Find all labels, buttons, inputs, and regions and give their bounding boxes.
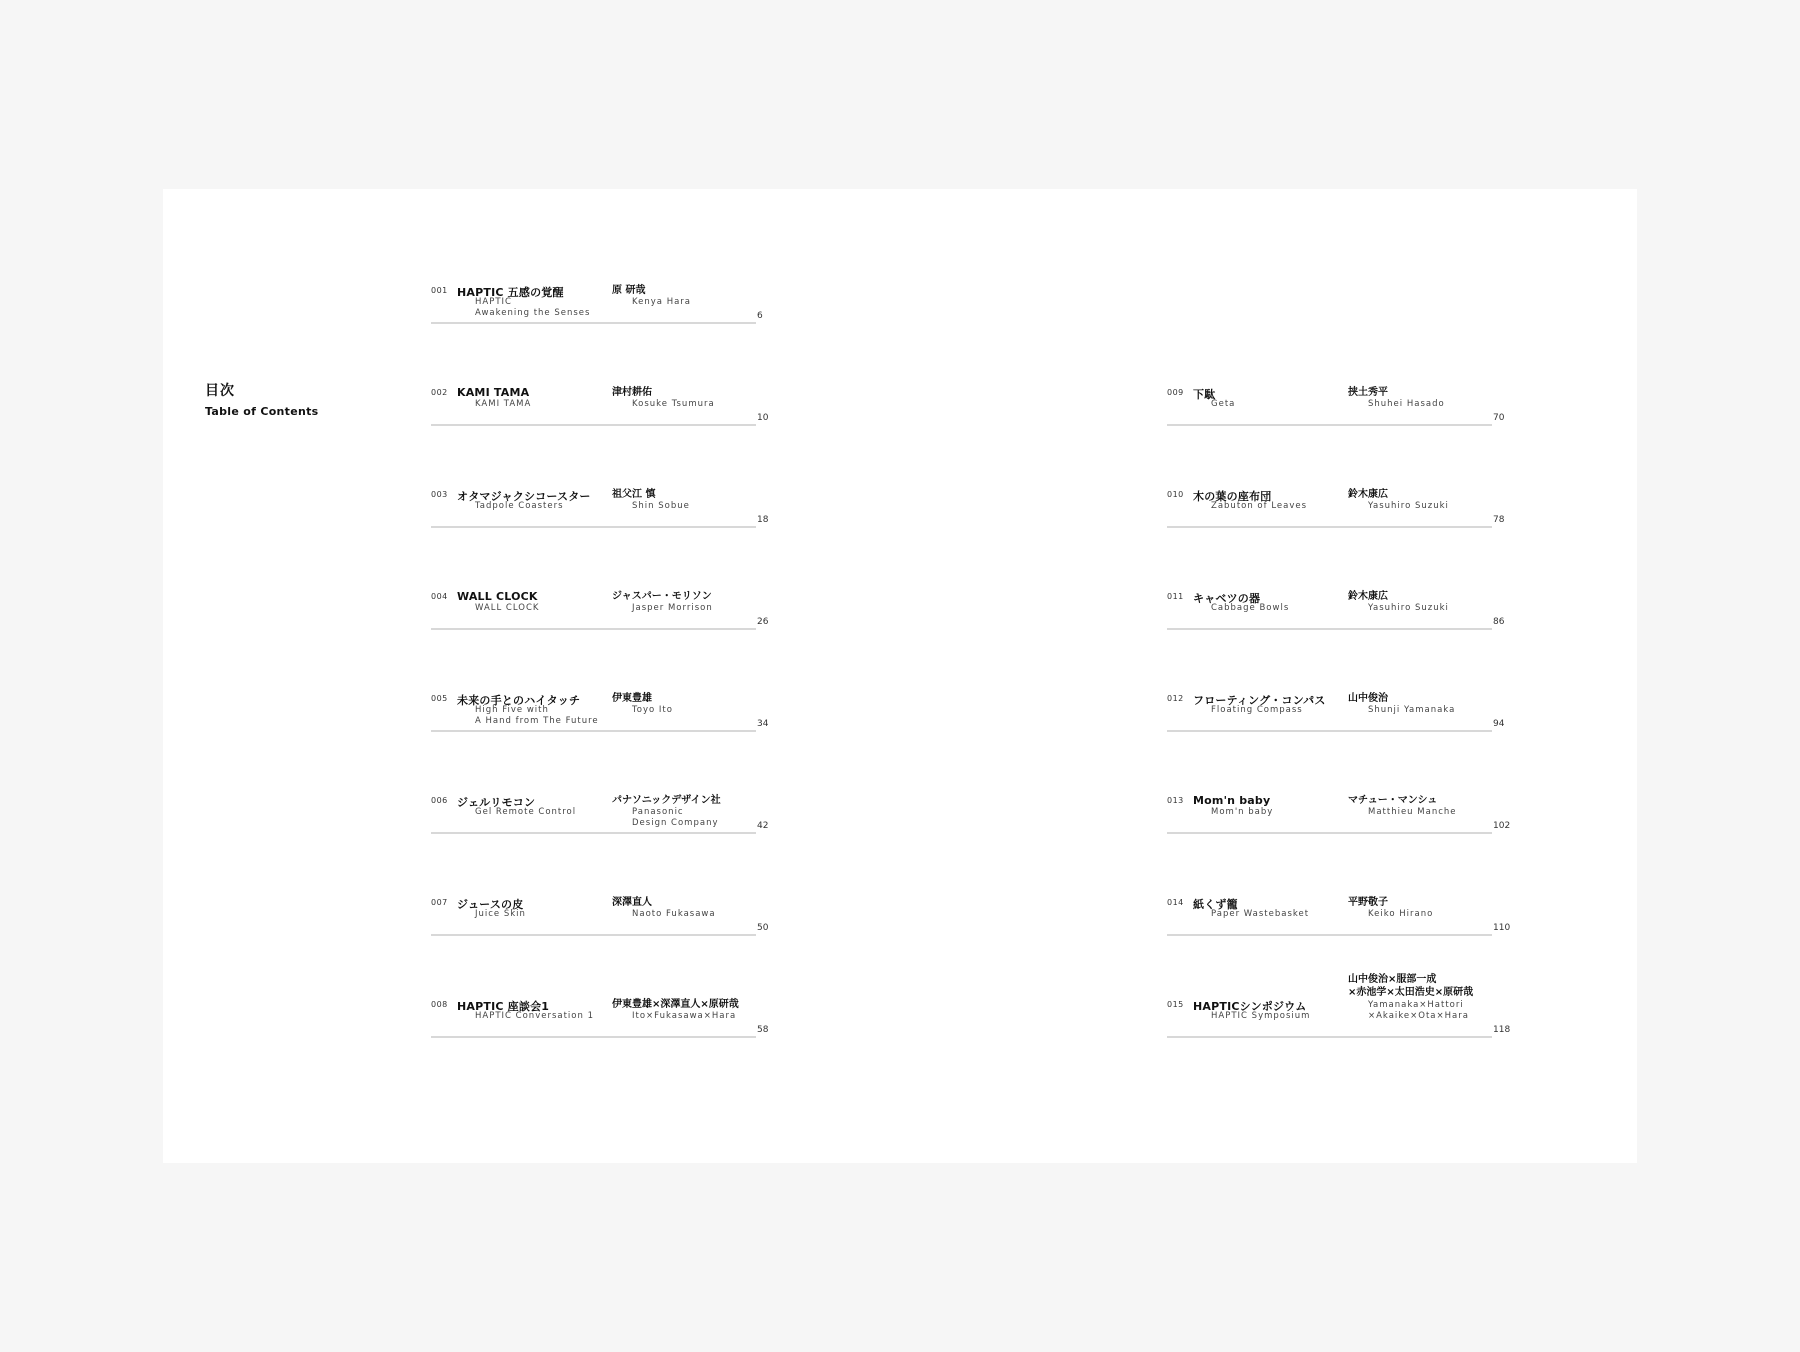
entry-number: 007 bbox=[431, 898, 448, 907]
toc-entry-002 bbox=[431, 386, 771, 434]
entry-author-en: Jasper Morrison bbox=[632, 603, 713, 613]
entry-title-en: HAPTIC Symposium bbox=[1211, 1011, 1311, 1021]
entry-page-number: 86 bbox=[1493, 617, 1505, 627]
entry-author-jp: 挟土秀平 bbox=[1348, 387, 1388, 398]
entry-title-jp: オタマジャクシコースター bbox=[457, 490, 591, 503]
entry-author-en: Yasuhiro Suzuki bbox=[1368, 501, 1449, 511]
entry-divider bbox=[431, 424, 756, 426]
entry-divider bbox=[431, 832, 756, 834]
entry-number: 005 bbox=[431, 694, 448, 703]
entry-title-en: Gel Remote Control bbox=[475, 807, 577, 817]
entry-divider bbox=[431, 1036, 756, 1038]
entry-title-en: KAMI TAMA bbox=[475, 399, 532, 409]
entry-title-jp: 木の葉の座布団 bbox=[1193, 490, 1272, 503]
toc-entry-001 bbox=[431, 284, 771, 332]
entry-title-jp: フローティング・コンパス bbox=[1193, 694, 1326, 707]
entry-divider bbox=[1167, 832, 1492, 834]
entry-page-number: 70 bbox=[1493, 413, 1505, 423]
entry-page-number: 94 bbox=[1493, 719, 1505, 729]
toc-entry-010 bbox=[1167, 488, 1507, 536]
entry-title-en: HAPTIC Awakening the Senses bbox=[475, 297, 591, 318]
entry-page-number: 26 bbox=[757, 617, 769, 627]
entry-author-en: Yamanaka×Hattori ×Akaike×Ota×Hara bbox=[1368, 1000, 1469, 1021]
entry-number: 015 bbox=[1167, 1000, 1184, 1009]
entry-page-number: 6 bbox=[757, 311, 763, 321]
toc-entry-007 bbox=[431, 896, 771, 944]
entry-divider bbox=[431, 628, 756, 630]
entry-author-jp: 鈴木康広 bbox=[1348, 489, 1388, 500]
toc-entry-011 bbox=[1167, 590, 1507, 638]
toc-entry-014 bbox=[1167, 896, 1511, 944]
entry-number: 013 bbox=[1167, 796, 1184, 805]
entry-title-jp: WALL CLOCK bbox=[457, 590, 538, 603]
entry-author-jp: 山中俊治 bbox=[1348, 693, 1388, 704]
entry-number: 001 bbox=[431, 286, 448, 295]
entry-author-en: Kosuke Tsumura bbox=[632, 399, 715, 409]
entry-title-en: WALL CLOCK bbox=[475, 603, 540, 613]
entry-author-jp: マチュー・マンシュ bbox=[1348, 795, 1438, 806]
entry-author-en: Shuhei Hasado bbox=[1368, 399, 1445, 409]
entry-author-jp: 山中俊治×服部一成 ×赤池学×太田浩史×原研哉 bbox=[1348, 974, 1474, 998]
entry-title-en: High Five with A Hand from The Future bbox=[475, 705, 599, 726]
toc-entry-013 bbox=[1167, 794, 1511, 842]
entry-divider bbox=[431, 934, 756, 936]
entry-author-en: Naoto Fukasawa bbox=[632, 909, 716, 919]
entry-author-en: Yasuhiro Suzuki bbox=[1368, 603, 1449, 613]
entry-divider bbox=[1167, 1036, 1492, 1038]
toc-entry-008 bbox=[431, 998, 771, 1046]
entry-title-en: Cabbage Bowls bbox=[1211, 603, 1290, 613]
entry-divider bbox=[1167, 730, 1492, 732]
entry-title-jp: 下駄 bbox=[1193, 388, 1216, 401]
entry-title-jp: HAPTICシンポジウム bbox=[1193, 1000, 1307, 1013]
entry-author-en: Panasonic Design Company bbox=[632, 807, 719, 828]
entry-title-en: Mom'n baby bbox=[1211, 807, 1274, 817]
entry-author-jp: 祖父江 慎 bbox=[612, 489, 656, 500]
entry-title-jp: HAPTIC 五感の覚醒 bbox=[457, 286, 564, 299]
entry-author-jp: 平野敬子 bbox=[1348, 897, 1388, 908]
entry-page-number: 42 bbox=[757, 821, 769, 831]
entry-author-en: Keiko Hirano bbox=[1368, 909, 1434, 919]
entry-author-en: Ito×Fukasawa×Hara bbox=[632, 1011, 737, 1021]
toc-entry-015 bbox=[1167, 974, 1511, 1046]
entry-page-number: 10 bbox=[757, 413, 769, 423]
toc-entry-003 bbox=[431, 488, 771, 536]
entry-number: 009 bbox=[1167, 388, 1184, 397]
entry-page-number: 110 bbox=[1493, 923, 1511, 933]
entry-title-en: HAPTIC Conversation 1 bbox=[475, 1011, 594, 1021]
toc-heading bbox=[205, 382, 319, 420]
toc-entry-004 bbox=[431, 590, 771, 638]
entry-author-jp: 津村耕佑 bbox=[612, 387, 652, 398]
toc-entry-005 bbox=[431, 692, 771, 740]
entry-title-en: Paper Wastebasket bbox=[1211, 909, 1310, 919]
entry-author-en: Toyo Ito bbox=[632, 705, 673, 715]
toc-entry-006 bbox=[431, 794, 771, 842]
entry-title-jp: KAMI TAMA bbox=[457, 386, 530, 399]
entry-author-jp: 深澤直人 bbox=[612, 897, 652, 908]
entry-number: 012 bbox=[1167, 694, 1184, 703]
entry-divider bbox=[1167, 628, 1492, 630]
entry-divider bbox=[431, 730, 756, 732]
entry-title-jp: ジェルリモコン bbox=[457, 796, 536, 809]
entry-page-number: 34 bbox=[757, 719, 769, 729]
entry-title-en: Tadpole Coasters bbox=[475, 501, 564, 511]
entry-author-jp: 伊東豊雄 bbox=[612, 693, 652, 704]
entry-title-en: Juice Skin bbox=[475, 909, 526, 919]
entry-number: 008 bbox=[431, 1000, 448, 1009]
entry-page-number: 18 bbox=[757, 515, 769, 525]
entry-divider bbox=[431, 322, 756, 324]
entry-divider bbox=[431, 526, 756, 528]
entry-author-jp: 鈴木康広 bbox=[1348, 591, 1388, 602]
entry-title-en: Geta bbox=[1211, 399, 1236, 409]
toc-entry-012 bbox=[1167, 692, 1507, 740]
entry-author-en: Shin Sobue bbox=[632, 501, 690, 511]
entry-title-jp: 紙くず籠 bbox=[1193, 898, 1238, 911]
entry-number: 010 bbox=[1167, 490, 1184, 499]
entry-number: 011 bbox=[1167, 592, 1184, 601]
entry-title-jp: ジュースの皮 bbox=[457, 898, 524, 911]
toc-heading-en: Table of Contents bbox=[205, 405, 319, 418]
entry-author-jp: ジャスパー・モリソン bbox=[612, 591, 712, 602]
entry-divider bbox=[1167, 526, 1492, 528]
entry-author-jp: パナソニックデザイン社 bbox=[612, 795, 721, 806]
entry-author-jp: 伊東豊雄×深澤直人×原研哉 bbox=[612, 999, 739, 1010]
entry-page-number: 118 bbox=[1493, 1025, 1511, 1035]
entry-title-jp: HAPTIC 座談会1 bbox=[457, 1000, 550, 1013]
entry-page-number: 78 bbox=[1493, 515, 1505, 525]
entry-title-en: Floating Compass bbox=[1211, 705, 1303, 715]
entry-author-en: Matthieu Manche bbox=[1368, 807, 1457, 817]
entry-author-en: Shunji Yamanaka bbox=[1368, 705, 1456, 715]
entry-number: 003 bbox=[431, 490, 448, 499]
entry-divider bbox=[1167, 424, 1492, 426]
entry-title-jp: キャベツの器 bbox=[1193, 592, 1261, 605]
entry-number: 006 bbox=[431, 796, 448, 805]
toc-heading-jp: 目次 bbox=[205, 383, 235, 399]
entry-page-number: 58 bbox=[757, 1025, 769, 1035]
entry-title-en: Zabuton of Leaves bbox=[1211, 501, 1308, 511]
entry-title-jp: Mom'n baby bbox=[1193, 794, 1271, 807]
book-spread bbox=[163, 189, 1637, 1163]
entry-number: 014 bbox=[1167, 898, 1184, 907]
entry-divider bbox=[1167, 934, 1492, 936]
toc-entry-009 bbox=[1167, 386, 1507, 434]
entry-author-en: Kenya Hara bbox=[632, 297, 692, 307]
entry-page-number: 50 bbox=[757, 923, 769, 933]
entry-number: 004 bbox=[431, 592, 448, 601]
entry-number: 002 bbox=[431, 388, 448, 397]
entry-title-jp: 未来の手とのハイタッチ bbox=[457, 694, 581, 707]
entry-author-jp: 原 研哉 bbox=[612, 285, 646, 296]
entry-page-number: 102 bbox=[1493, 821, 1511, 831]
